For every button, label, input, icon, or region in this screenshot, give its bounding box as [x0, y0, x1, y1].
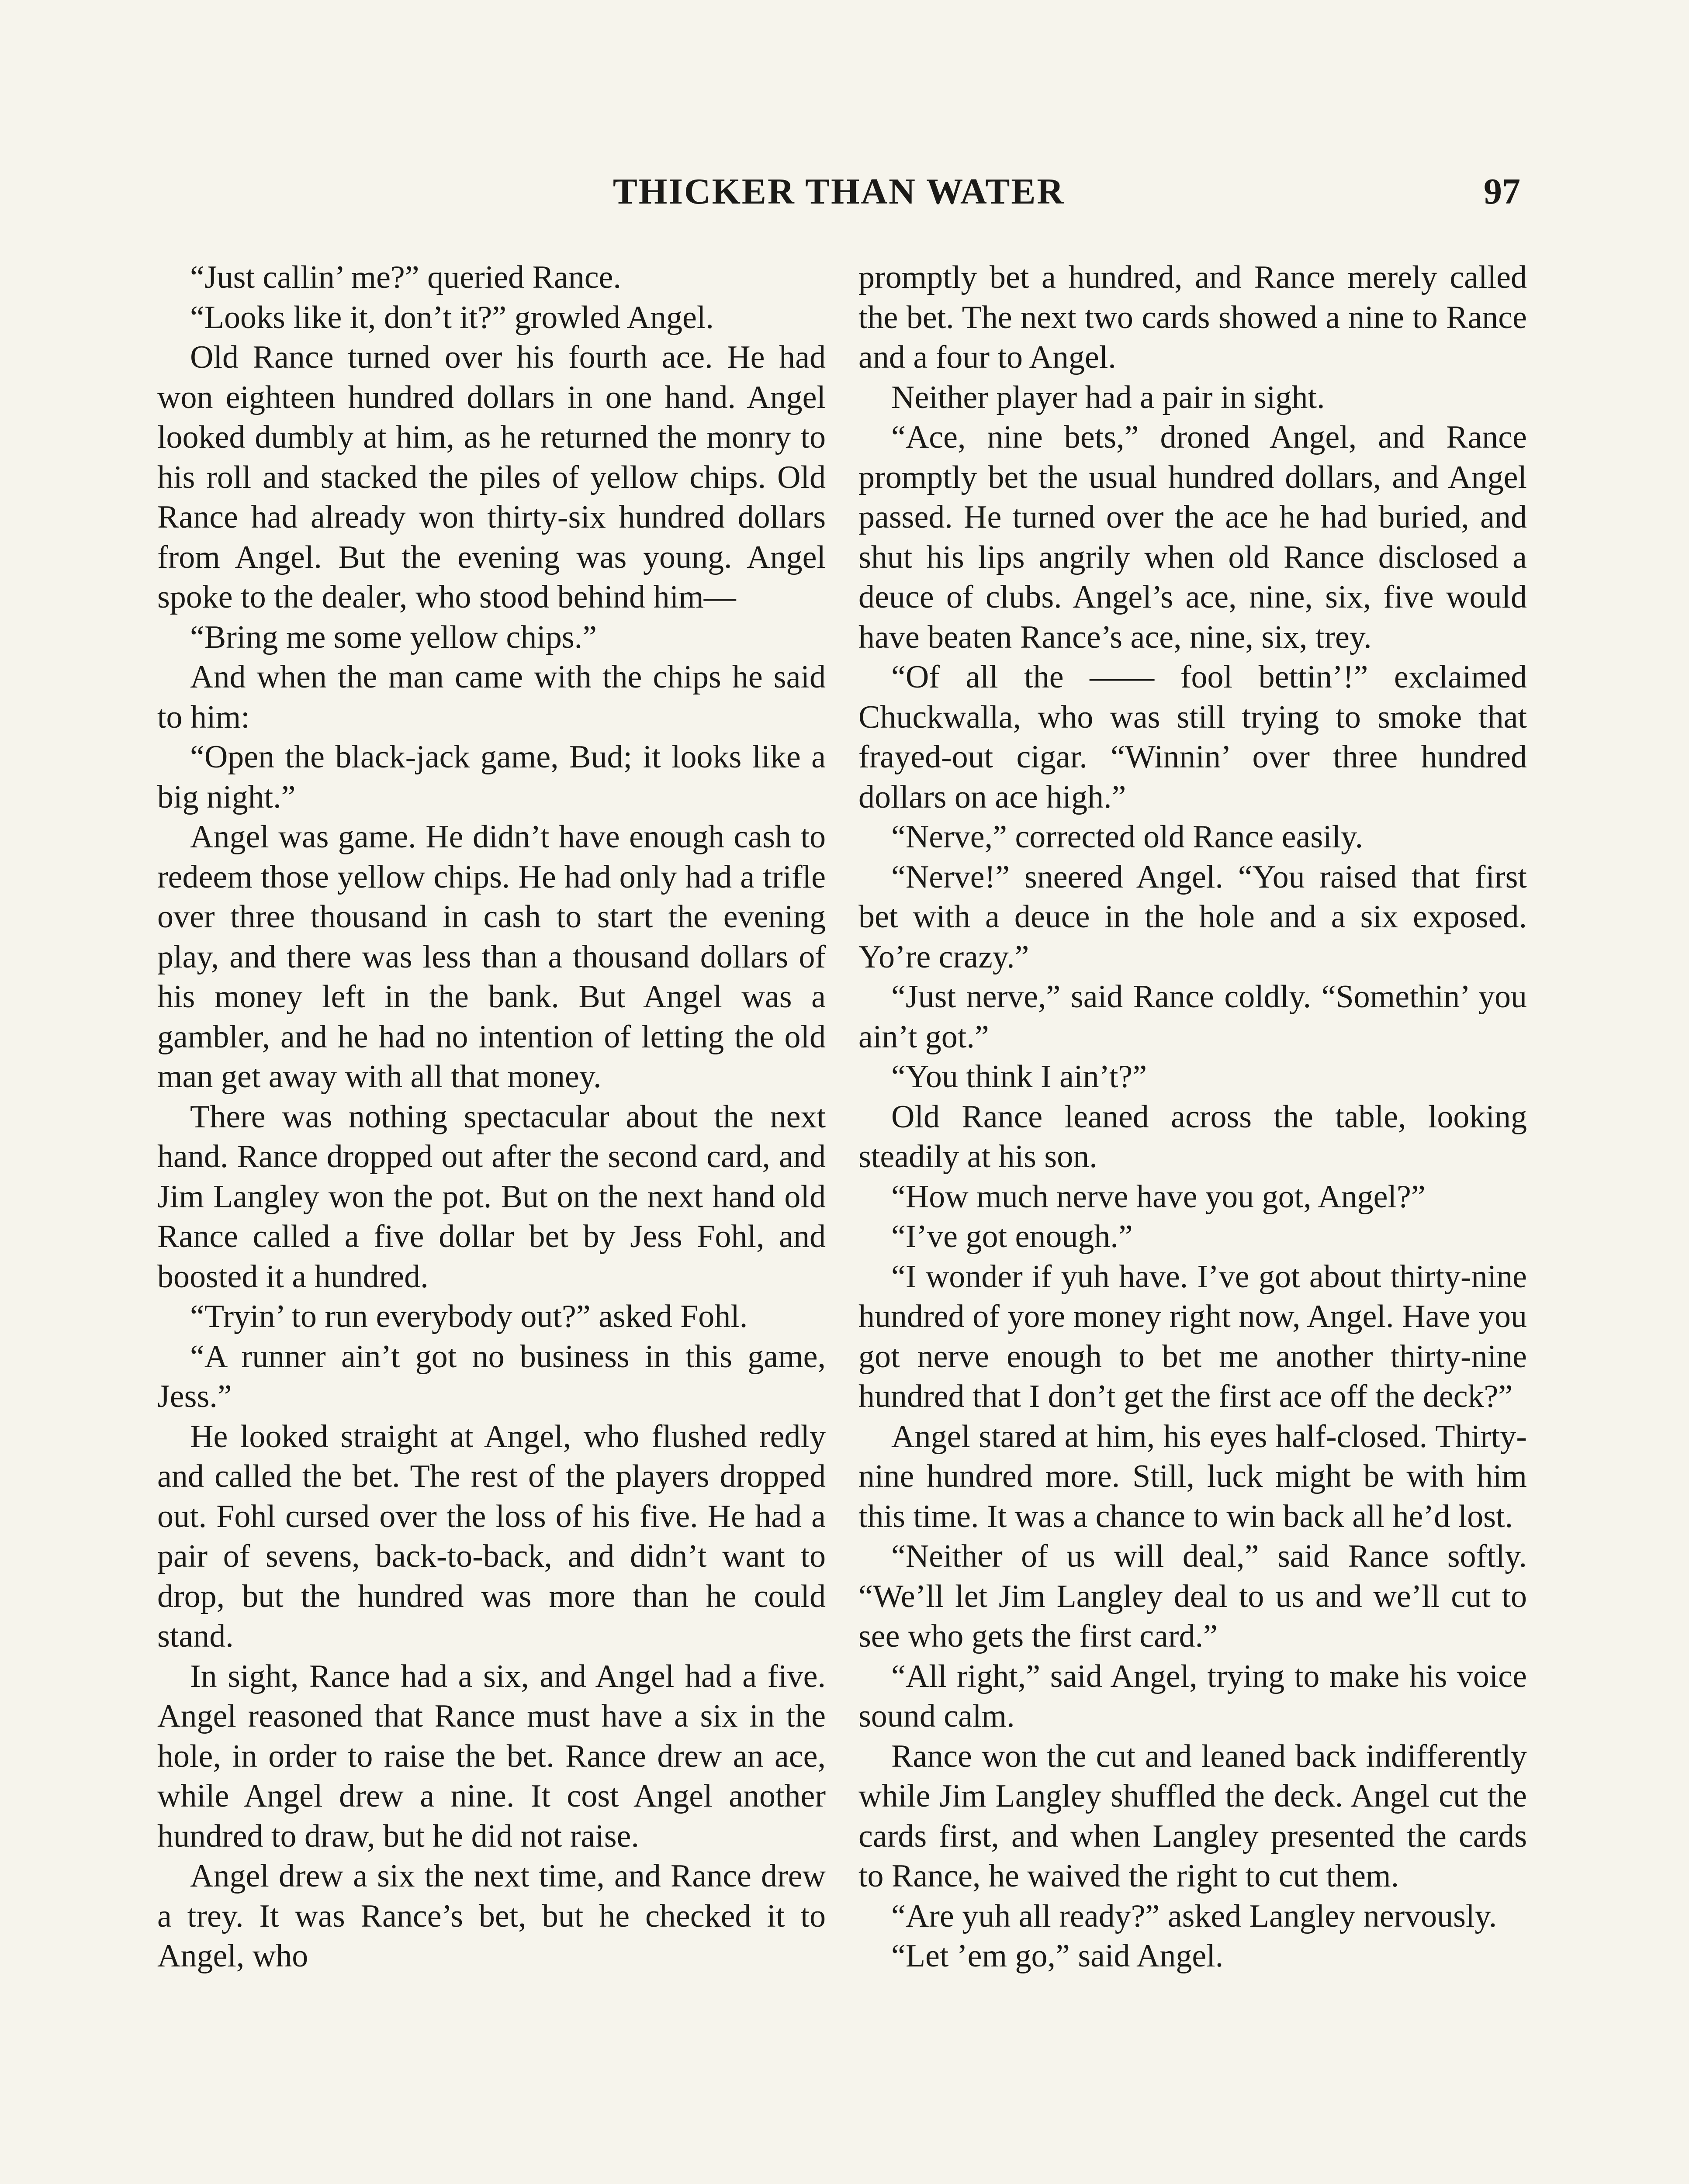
- paragraph: “I’ve got enough.”: [891, 1219, 1133, 1254]
- running-title: THICKER THAN WATER: [613, 171, 1065, 212]
- right-text-column: [858, 258, 1527, 1977]
- paragraph: Angel was game. He didn’t have enough cash to redeem those yellow chips. He had only had a trifle over three thousand in cash to start the evening play, and there was less than a thousand dollars of his money left in the bank. But Angel was a gambler, and he had no intention of letting the old man get away with all that money.: [157, 819, 826, 1095]
- paragraph: “You think I ain’t?”: [891, 1059, 1147, 1095]
- paragraph: “How much nerve have you got, Angel?”: [891, 1178, 1426, 1215]
- paragraph: “Ace, nine bets,” droned Angel, and Rance promptly bet the usual hundred dollars, and Angel passed. He turned over the ace he had buried, and shut his lips angrily when old Rance disclosed a deuce of clubs. Angel’s ace, nine, six, five would have beaten Rance’s ace, nine, six, trey.: [858, 419, 1527, 655]
- paragraph: “I wonder if yuh have. I’ve got about thirty-nine hundred of yore money right now, Angel. Have you got nerve enough to bet me another thirty-nine hundred that I don’t get the first ace off the deck?”: [858, 1258, 1527, 1414]
- paragraph: “Just nerve,” said Rance coldly. “Somethin’ you ain’t got.”: [858, 979, 1527, 1055]
- paragraph: “Looks like it, don’t it?” growled Angel.: [190, 299, 714, 335]
- paragraph: Angel stared at him, his eyes half-closed. Thirty-nine hundred more. Still, luck might be with him this time. It was a chance to win back all he’d lost.: [858, 1418, 1527, 1534]
- paragraph: “Open the black-jack game, Bud; it looks like a big night.”: [157, 739, 826, 815]
- paragraph: “Of all the —— fool bettin’!” exclaimed Chuckwalla, who was still trying to smoke that frayed-out cigar. “Winnin’ over three hundred dollars on ace high.”: [858, 659, 1527, 815]
- paragraph: “Let ’em go,” said Angel.: [891, 1938, 1224, 1974]
- paragraph: “A runner ain’t got no business in this game, Jess.”: [157, 1338, 826, 1414]
- page-number: 97: [1484, 171, 1520, 212]
- paragraph: He looked straight at Angel, who flushed redly and called the bet. The rest of the players dropped out. Fohl cursed over the loss of his five. He had a pair of sevens, back-to-back, and didn’t want to drop, but the hundred was more than he could stand.: [157, 1418, 826, 1654]
- paragraph: “All right,” said Angel, trying to make his voice sound calm.: [858, 1658, 1527, 1734]
- page-header: [157, 170, 1520, 218]
- paragraph: Neither player had a pair in sight.: [891, 379, 1325, 415]
- paragraph: Old Rance leaned across the table, looking steadily at his son.: [858, 1099, 1527, 1175]
- paragraph: And when the man came with the chips he said to him:: [157, 659, 826, 735]
- paragraph: “Bring me some yellow chips.”: [190, 619, 597, 655]
- paragraph: “Tryin’ to run everybody out?” asked Fohl.: [190, 1299, 748, 1334]
- paragraph: “Just callin’ me?” queried Rance.: [190, 259, 621, 295]
- paragraph: Old Rance turned over his fourth ace. He had won eighteen hundred dollars in one hand. Angel looked dumbly at him, as he returned the monry to his roll and stacked the piles of yellow chips. Old Rance had already won thirty-six hundred dollars from Angel. But the evening was young. Angel spoke to the dealer, who stood behind him—: [157, 339, 826, 615]
- paragraph: “Neither of us will deal,” said Rance softly. “We’ll let Jim Langley deal to us and we’ll cut to see who gets the first card.”: [858, 1538, 1527, 1654]
- paragraph: Rance won the cut and leaned back indifferently while Jim Langley shuffled the deck. Angel cut the cards first, and when Langley presented the cards to Rance, he waived the right to cut them.: [858, 1738, 1527, 1894]
- paragraph: “Nerve,” corrected old Rance easily.: [891, 819, 1363, 855]
- paragraph: There was nothing spectacular about the next hand. Rance dropped out after the second card, and Jim Langley won the pot. But on the next hand old Rance called a five dollar bet by Jess Fohl, and boosted it a hundred.: [157, 1099, 826, 1295]
- paragraph: Angel drew a six the next time, and Rance drew a trey. It was Rance’s bet, but he checked it to Angel, who: [157, 1858, 826, 1974]
- paragraph: In sight, Rance had a six, and Angel had a five. Angel reasoned that Rance must have a six in the hole, in order to raise the bet. Rance drew an ace, while Angel drew a nine. It cost Angel another hundred to draw, but he did not raise.: [157, 1658, 826, 1854]
- paragraph: “Nerve!” sneered Angel. “You raised that first bet with a deuce in the hole and a six exposed. Yo’re crazy.”: [858, 859, 1527, 975]
- paragraph: “Are yuh all ready?” asked Langley nervously.: [891, 1898, 1497, 1934]
- left-text-column: [157, 258, 826, 1977]
- paragraph: promptly bet a hundred, and Rance merely called the bet. The next two cards showed a nine to Rance and a four to Angel.: [858, 259, 1527, 375]
